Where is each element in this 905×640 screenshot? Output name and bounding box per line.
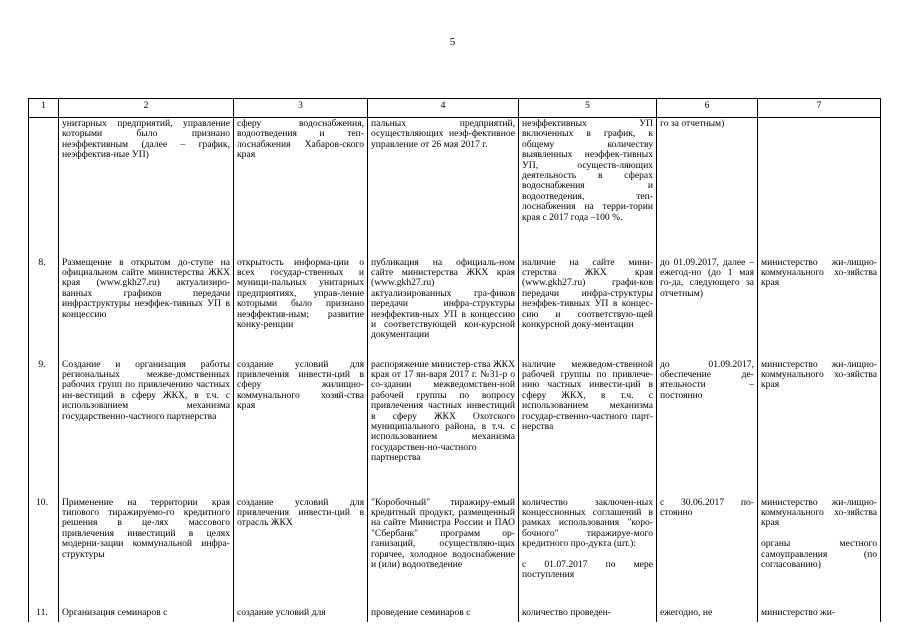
- page-number: 5: [449, 36, 456, 48]
- indicator-cell: наличие на сайте мини-стерства ЖКХ края (www.gkh27.ru) графи-ков передачи инфра-структуры неэффек-тивных УП в концес-сию и соответствую-щей конкурсной доку-ментации: [519, 250, 657, 352]
- row-number: 11.: [29, 600, 59, 622]
- column-header: 2: [59, 99, 234, 118]
- indicator-cell: неэффективных УП включенных в график, к общему количеству выявленных неэффек-тивных УП, осуществ-ляющих деятельность в сферах водоснабжения и водоотведения, теп-лоснабжения на терри-тории края с 2017 года –100 %.: [519, 118, 657, 250]
- measure-name-cell: Размещение в открытом до-ступе на официальном сайте министерства ЖКХ края (www.gkh27.ru) актуализиро-ванных графиков передачи инфраструктуры неэффек-тивных УП в концессию: [59, 250, 234, 352]
- row-number: 10.: [29, 490, 59, 600]
- table-row: [29, 118, 881, 250]
- column-header: 4: [368, 99, 519, 118]
- indicator-cell: наличие межведом-ственной рабочей группы по привлече-нию частных инвести-ций в сферу ЖКХ, в т.ч. с использованием механизма государ-ственно-частного парт-нерства: [519, 352, 657, 490]
- deadline-cell: до 01.09.2017, далее – ежегод-но (до 1 мая го-да, следующего за отчетным): [657, 250, 758, 352]
- measure-name-cell: Создание и организация работы региональных межве-домственных рабочих групп по привлечению частных ин-вестиций в сферу ЖКХ, в т.ч. с использованием механизма государственно-частного партнерства: [59, 352, 234, 490]
- deadline-cell: до 01.09.2017, обеспечение де-ятельности – постоянно: [657, 352, 758, 490]
- row-number: 9.: [29, 352, 59, 490]
- measures-table: [28, 98, 881, 622]
- goal-cell: создание условий для: [234, 600, 368, 622]
- goal-cell: сферу водоснабжения, водоотведения и теп-лоснабжения Хабаров-ского края: [234, 118, 368, 250]
- indicator-cell: количество проведен-: [519, 600, 657, 622]
- table-row: [29, 352, 881, 490]
- goal-cell: открытость информа-ции о всех государ-ственных и муници-пальных унитарных предприятиях, управ-ление которыми было признано неэффектив-ным; развитие конку-ренции: [234, 250, 368, 352]
- column-number-row: [29, 99, 881, 118]
- result-cell: пальных предприятий, осуществляющих неэф-фективное управление от 26 мая 2017 г.: [368, 118, 519, 250]
- measure-name-cell: Организация семинаров с: [59, 600, 234, 622]
- table-row: [29, 250, 881, 352]
- result-cell: распоряжение министер-ства ЖКХ края от 17 ян-варя 2017 г. №31-р о со-здании межведомствен-ной рабочей группы по вопросу привлечения частных инвестиций в сферу ЖКХ Охотского муниципального района, в т.ч. с использованием механизма государствен-но-частного партнерства: [368, 352, 519, 490]
- deadline-cell: с 30.06.2017 по-стоянно: [657, 490, 758, 600]
- deadline-cell: ежегодно, не: [657, 600, 758, 622]
- responsible-cell: министерство жи-лищно-коммунального хо-зяйства края: [758, 250, 881, 352]
- measure-name-cell: Применение на территории края типового тиражируемо-го кредитного решения в це-лях массового привлечения инвестиций в целях модерни-зации коммунальной инфра-структуры: [59, 490, 234, 600]
- row-number: 8.: [29, 250, 59, 352]
- responsible-cell: министерство жи-лищно-коммунального хо-зяйства края органы местного самоуправления (по согласованию): [758, 490, 881, 600]
- column-header: 1: [29, 99, 59, 118]
- table-row: [29, 600, 881, 622]
- goal-cell: создание условий для привлечения инвести-ций в сферу жилищно-коммунального хозяй-ства края: [234, 352, 368, 490]
- result-cell: проведение семинаров с: [368, 600, 519, 622]
- column-header: 7: [758, 99, 881, 118]
- result-cell: "Коробочный" тиражиру-емый кредитный продукт, размещенный на сайте Министра России и ПАО "Сбербанк" программ ор-ганизаций, осуществляю-щих горячее, холодное водоснабжение и (или) водоотведение: [368, 490, 519, 600]
- column-header: 3: [234, 99, 368, 118]
- table-row: [29, 490, 881, 600]
- deadline-cell: го за отчетным): [657, 118, 758, 250]
- column-header: 5: [519, 99, 657, 118]
- column-header: 6: [657, 99, 758, 118]
- goal-cell: создание условий для привлечения инвести-ций в отрасль ЖКХ: [234, 490, 368, 600]
- responsible-cell: министерство жи-: [758, 600, 881, 622]
- responsible-cell: [758, 118, 881, 250]
- result-cell: публикация на официаль-ном сайте министерства ЖКХ края (www.gkh27.ru) актуализированных гра-фиков передачи инфра-структуры неэффектив-ных УП в концессию и соответствующей кон-курсной документации: [368, 250, 519, 352]
- responsible-cell: министерство жи-лищно-коммунального хо-зяйства края: [758, 352, 881, 490]
- indicator-cell: количество заключен-ных концессионных соглашений в рамках использования "коро-бочного" тиражируе-мого кредитного про-дукта (шт.): с 01.07.2017 по мере поступления: [519, 490, 657, 600]
- measure-name-cell: унитарных предприятий, управление которыми было признано неэффективным (далее – график, неэффектив-ные УП): [59, 118, 234, 250]
- row-number: [29, 118, 59, 250]
